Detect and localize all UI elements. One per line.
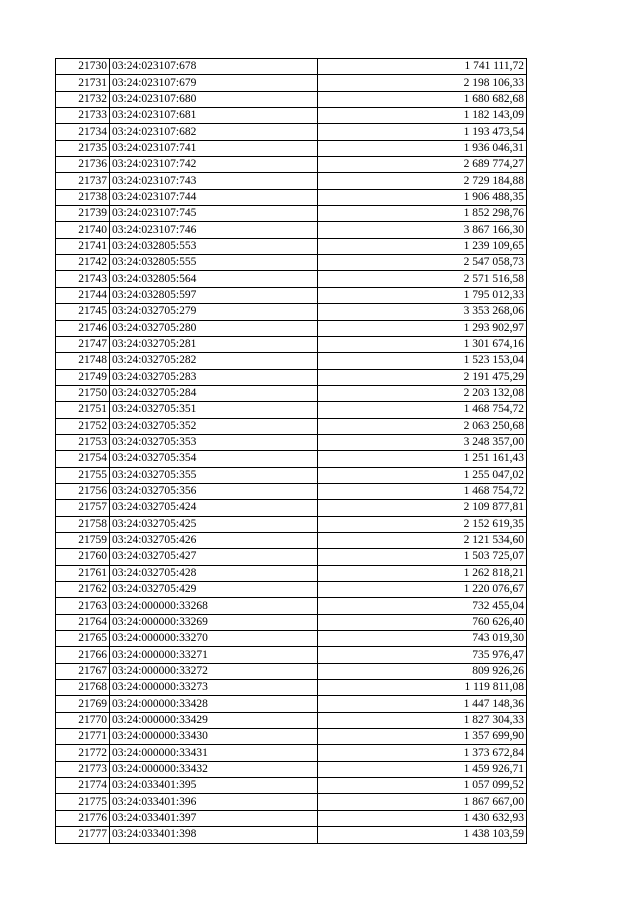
cadastral-number-cell: 03:24:032705:425	[110, 516, 318, 532]
table-row	[56, 794, 527, 810]
cadastral-number-cell: 03:24:032705:352	[110, 418, 318, 434]
cadastral-number-cell: 03:24:000000:33428	[110, 696, 318, 712]
cadastral-value-cell: 2 547 058,73	[318, 255, 527, 271]
cadastral-number-cell: 03:24:023107:679	[110, 75, 318, 91]
cadastral-value-cell: 1 447 148,36	[318, 696, 527, 712]
cadastral-number-cell: 03:24:000000:33270	[110, 631, 318, 647]
cadastral-number-cell: 03:24:023107:681	[110, 108, 318, 124]
cadastral-number-cell: 03:24:023107:741	[110, 140, 318, 156]
cadastral-number-cell: 03:24:032705:428	[110, 565, 318, 581]
table-row	[56, 369, 527, 385]
cadastral-value-cell: 1 827 304,33	[318, 712, 527, 728]
cadastral-value-cell: 1 357 699,90	[318, 729, 527, 745]
table-row	[56, 189, 527, 205]
cadastral-number-cell: 03:24:000000:33269	[110, 614, 318, 630]
table-row	[56, 729, 527, 745]
cadastral-value-cell: 2 063 250,68	[318, 418, 527, 434]
cadastral-number-cell: 03:24:032705:427	[110, 549, 318, 565]
cadastral-value-cell: 1 906 488,35	[318, 189, 527, 205]
table-row	[56, 59, 527, 75]
cadastral-number-cell: 03:24:033401:397	[110, 810, 318, 826]
row-number-cell: 21777	[56, 827, 110, 843]
cadastral-value-cell: 2 152 619,35	[318, 516, 527, 532]
table-row	[56, 778, 527, 794]
table-row	[56, 827, 527, 843]
cadastral-number-cell: 03:24:032705:284	[110, 385, 318, 401]
cadastral-number-cell: 03:24:032805:597	[110, 287, 318, 303]
cadastral-value-cell: 1 193 473,54	[318, 124, 527, 140]
row-number-cell: 21763	[56, 598, 110, 614]
row-number-cell: 21770	[56, 712, 110, 728]
table-row	[56, 255, 527, 271]
row-number-cell: 21743	[56, 271, 110, 287]
row-number-cell: 21758	[56, 516, 110, 532]
cadastral-value-cell: 732 455,04	[318, 598, 527, 614]
cadastral-number-cell: 03:24:000000:33429	[110, 712, 318, 728]
table-row	[56, 304, 527, 320]
cadastral-value-cell: 809 926,26	[318, 663, 527, 679]
table-row	[56, 500, 527, 516]
row-number-cell: 21768	[56, 680, 110, 696]
cadastral-number-cell: 03:24:000000:33431	[110, 745, 318, 761]
row-number-cell: 21775	[56, 794, 110, 810]
cadastral-value-cell: 1 255 047,02	[318, 467, 527, 483]
row-number-cell: 21756	[56, 483, 110, 499]
cadastral-number-cell: 03:24:023107:678	[110, 59, 318, 75]
cadastral-number-cell: 03:24:023107:744	[110, 189, 318, 205]
row-number-cell: 21748	[56, 353, 110, 369]
cadastral-value-cell: 760 626,40	[318, 614, 527, 630]
table-row	[56, 222, 527, 238]
table-row	[56, 206, 527, 222]
cadastral-number-cell: 03:24:032705:355	[110, 467, 318, 483]
row-number-cell: 21751	[56, 402, 110, 418]
cadastral-number-cell: 03:24:000000:33271	[110, 647, 318, 663]
cadastral-value-cell: 1 741 111,72	[318, 59, 527, 75]
row-number-cell: 21761	[56, 565, 110, 581]
cadastral-value-cell: 1 119 811,08	[318, 680, 527, 696]
cadastral-number-cell: 03:24:032705:282	[110, 353, 318, 369]
cadastral-value-cell: 1 936 046,31	[318, 140, 527, 156]
row-number-cell: 21742	[56, 255, 110, 271]
table-row	[56, 434, 527, 450]
row-number-cell: 21747	[56, 336, 110, 352]
cadastral-value-cell: 1 468 754,72	[318, 483, 527, 499]
cadastral-number-cell: 03:24:023107:745	[110, 206, 318, 222]
row-number-cell: 21750	[56, 385, 110, 401]
row-number-cell: 21767	[56, 663, 110, 679]
row-number-cell: 21734	[56, 124, 110, 140]
cadastral-value-cell: 3 248 357,00	[318, 434, 527, 450]
cadastral-value-cell: 1 852 298,76	[318, 206, 527, 222]
cadastral-value-cell: 1 293 902,97	[318, 320, 527, 336]
row-number-cell: 21755	[56, 467, 110, 483]
cadastral-number-cell: 03:24:032805:555	[110, 255, 318, 271]
table-row	[56, 385, 527, 401]
row-number-cell: 21774	[56, 778, 110, 794]
row-number-cell: 21736	[56, 157, 110, 173]
row-number-cell: 21735	[56, 140, 110, 156]
row-number-cell: 21749	[56, 369, 110, 385]
row-number-cell: 21773	[56, 761, 110, 777]
cadastral-value-cell: 735 976,47	[318, 647, 527, 663]
row-number-cell: 21754	[56, 451, 110, 467]
cadastral-number-cell: 03:24:032705:280	[110, 320, 318, 336]
table-row	[56, 647, 527, 663]
cadastral-number-cell: 03:24:000000:33273	[110, 680, 318, 696]
table-row	[56, 124, 527, 140]
table-row	[56, 271, 527, 287]
table-row	[56, 663, 527, 679]
cadastral-value-cell: 1 523 153,04	[318, 353, 527, 369]
cadastral-value-cell: 1 867 667,00	[318, 794, 527, 810]
table-row	[56, 712, 527, 728]
table-row	[56, 696, 527, 712]
table-row	[56, 108, 527, 124]
cadastral-number-cell: 03:24:032705:353	[110, 434, 318, 450]
cadastral-number-cell: 03:24:023107:682	[110, 124, 318, 140]
table-row	[56, 75, 527, 91]
table-row	[56, 353, 527, 369]
cadastral-number-cell: 03:24:032705:283	[110, 369, 318, 385]
row-number-cell: 21765	[56, 631, 110, 647]
cadastral-number-cell: 03:24:032705:426	[110, 532, 318, 548]
cadastral-number-cell: 03:24:023107:746	[110, 222, 318, 238]
table-row	[56, 516, 527, 532]
row-number-cell: 21741	[56, 238, 110, 254]
cadastral-value-cell: 1 057 099,52	[318, 778, 527, 794]
cadastral-value-cell: 2 109 877,81	[318, 500, 527, 516]
row-number-cell: 21776	[56, 810, 110, 826]
cadastral-value-cell: 1 795 012,33	[318, 287, 527, 303]
table-row	[56, 451, 527, 467]
cadastral-value-cell: 3 867 166,30	[318, 222, 527, 238]
row-number-cell: 21752	[56, 418, 110, 434]
cadastral-value-cell: 2 191 475,29	[318, 369, 527, 385]
row-number-cell: 21733	[56, 108, 110, 124]
cadastral-value-cell: 3 353 268,06	[318, 304, 527, 320]
table-row	[56, 140, 527, 156]
row-number-cell: 21738	[56, 189, 110, 205]
cadastral-number-cell: 03:24:032705:354	[110, 451, 318, 467]
cadastral-number-cell: 03:24:000000:33432	[110, 761, 318, 777]
row-number-cell: 21760	[56, 549, 110, 565]
cadastral-number-cell: 03:24:023107:742	[110, 157, 318, 173]
cadastral-value-cell: 2 689 774,27	[318, 157, 527, 173]
table-row	[56, 418, 527, 434]
row-number-cell: 21730	[56, 59, 110, 75]
cadastral-value-cell: 1 220 076,67	[318, 582, 527, 598]
row-number-cell: 21745	[56, 304, 110, 320]
table-row	[56, 532, 527, 548]
cadastral-value-cell: 1 301 674,16	[318, 336, 527, 352]
row-number-cell: 21764	[56, 614, 110, 630]
table-row	[56, 761, 527, 777]
row-number-cell: 21732	[56, 91, 110, 107]
cadastral-number-cell: 03:24:032705:351	[110, 402, 318, 418]
table-row	[56, 287, 527, 303]
cadastral-value-cell: 1 262 818,21	[318, 565, 527, 581]
table-row	[56, 483, 527, 499]
row-number-cell: 21771	[56, 729, 110, 745]
row-number-cell: 21769	[56, 696, 110, 712]
cadastral-number-cell: 03:24:023107:680	[110, 91, 318, 107]
row-number-cell: 21737	[56, 173, 110, 189]
cadastral-value-cell: 1 373 672,84	[318, 745, 527, 761]
cadastral-value-cell: 2 121 534,60	[318, 532, 527, 548]
table-row	[56, 745, 527, 761]
cadastral-value-cell: 1 239 109,65	[318, 238, 527, 254]
table-row	[56, 157, 527, 173]
table-body	[56, 59, 527, 844]
cadastral-value-cell: 2 571 516,58	[318, 271, 527, 287]
row-number-cell: 21762	[56, 582, 110, 598]
cadastral-value-cell: 2 198 106,33	[318, 75, 527, 91]
cadastral-value-cell: 1 430 632,93	[318, 810, 527, 826]
cadastral-number-cell: 03:24:032705:356	[110, 483, 318, 499]
table-row	[56, 614, 527, 630]
cadastral-value-cell: 1 459 926,71	[318, 761, 527, 777]
cadastral-number-cell: 03:24:032705:424	[110, 500, 318, 516]
cadastral-number-cell: 03:24:023107:743	[110, 173, 318, 189]
row-number-cell: 21731	[56, 75, 110, 91]
table-row	[56, 320, 527, 336]
row-number-cell: 21772	[56, 745, 110, 761]
cadastral-value-cell: 1 438 103,59	[318, 827, 527, 843]
table-row	[56, 549, 527, 565]
cadastral-value-cell: 1 503 725,07	[318, 549, 527, 565]
cadastral-number-cell: 03:24:032805:553	[110, 238, 318, 254]
table-row	[56, 336, 527, 352]
cadastral-value-table	[55, 58, 527, 844]
table-row	[56, 565, 527, 581]
table-row	[56, 631, 527, 647]
row-number-cell: 21759	[56, 532, 110, 548]
cadastral-number-cell: 03:24:000000:33268	[110, 598, 318, 614]
cadastral-value-cell: 1 680 682,68	[318, 91, 527, 107]
table-row	[56, 238, 527, 254]
row-number-cell: 21753	[56, 434, 110, 450]
cadastral-value-cell: 2 729 184,88	[318, 173, 527, 189]
table-row	[56, 810, 527, 826]
cadastral-number-cell: 03:24:032705:281	[110, 336, 318, 352]
cadastral-value-cell: 1 468 754,72	[318, 402, 527, 418]
row-number-cell: 21744	[56, 287, 110, 303]
table-row	[56, 173, 527, 189]
cadastral-number-cell: 03:24:032705:429	[110, 582, 318, 598]
table-row	[56, 598, 527, 614]
row-number-cell: 21746	[56, 320, 110, 336]
table-row	[56, 680, 527, 696]
table-row	[56, 467, 527, 483]
cadastral-number-cell: 03:24:033401:396	[110, 794, 318, 810]
row-number-cell: 21740	[56, 222, 110, 238]
cadastral-number-cell: 03:24:032805:564	[110, 271, 318, 287]
table-row	[56, 402, 527, 418]
cadastral-value-cell: 1 251 161,43	[318, 451, 527, 467]
cadastral-number-cell: 03:24:032705:279	[110, 304, 318, 320]
row-number-cell: 21739	[56, 206, 110, 222]
table-row	[56, 91, 527, 107]
cadastral-number-cell: 03:24:033401:395	[110, 778, 318, 794]
cadastral-value-cell: 2 203 132,08	[318, 385, 527, 401]
cadastral-value-cell: 743 019,30	[318, 631, 527, 647]
row-number-cell: 21766	[56, 647, 110, 663]
cadastral-value-cell: 1 182 143,09	[318, 108, 527, 124]
table-row	[56, 582, 527, 598]
cadastral-number-cell: 03:24:033401:398	[110, 827, 318, 843]
cadastral-number-cell: 03:24:000000:33272	[110, 663, 318, 679]
row-number-cell: 21757	[56, 500, 110, 516]
cadastral-number-cell: 03:24:000000:33430	[110, 729, 318, 745]
